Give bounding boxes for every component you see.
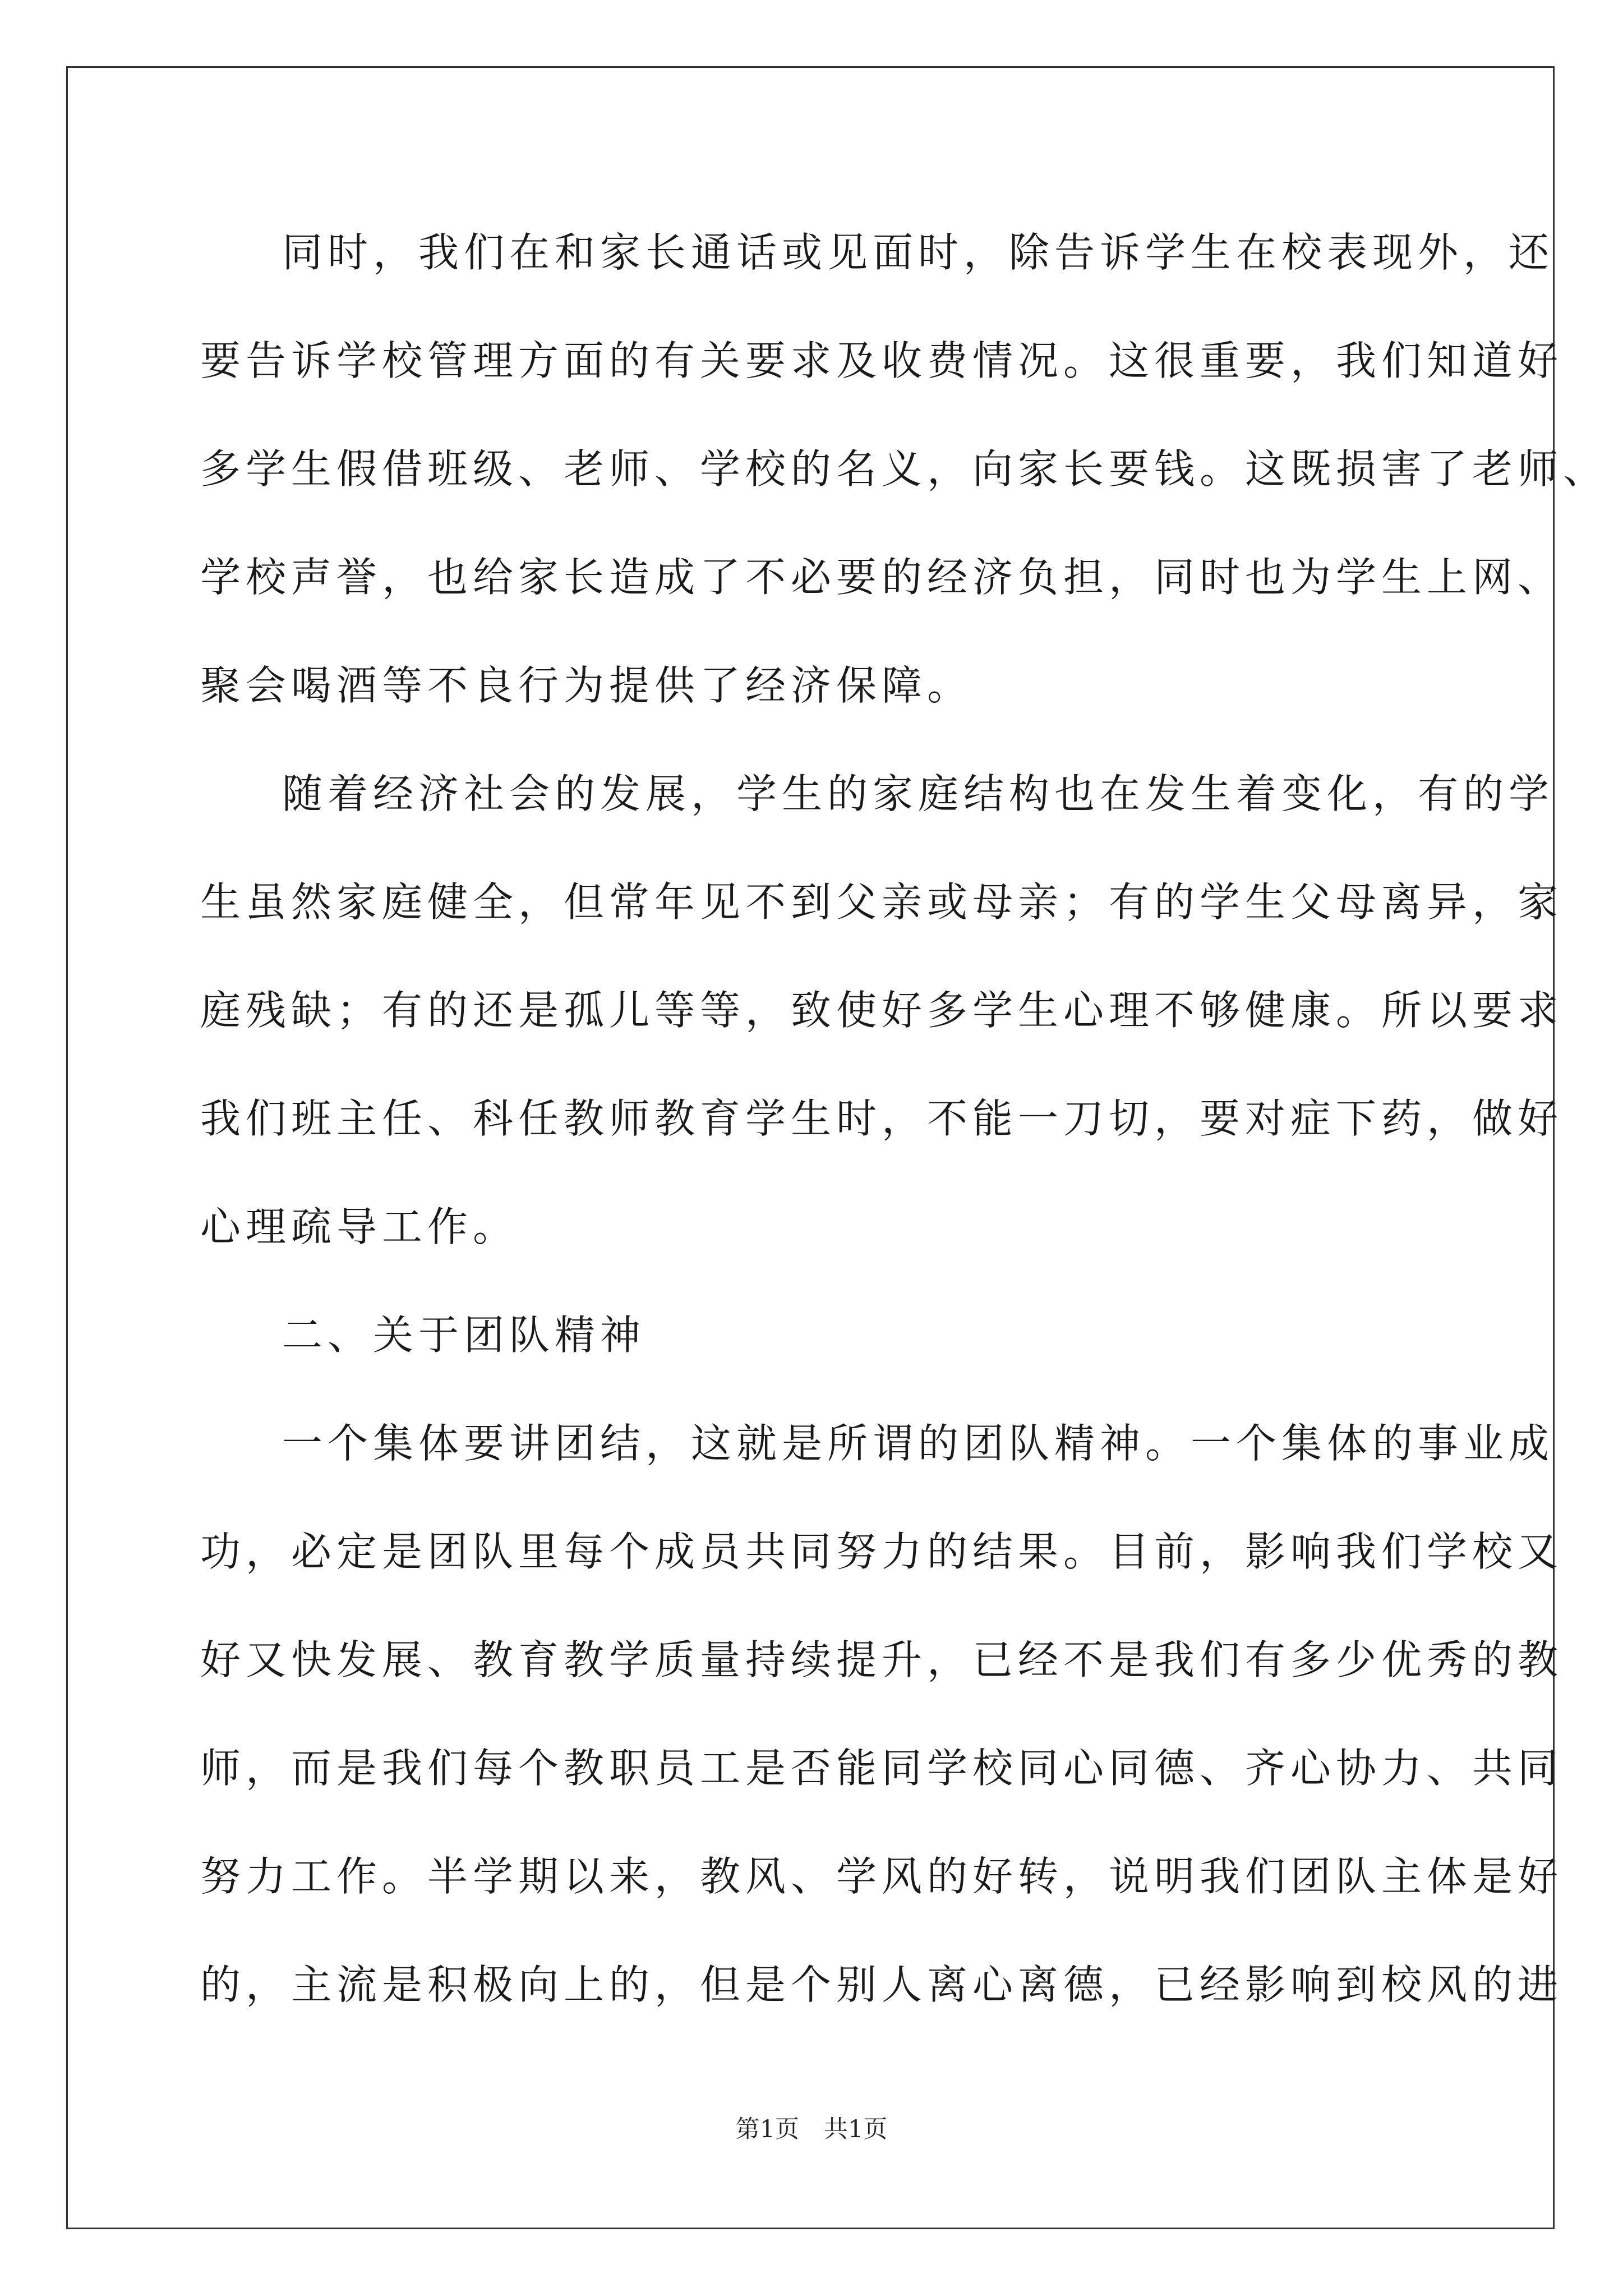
- paragraph-line: 要告诉学校管理方面的有关要求及收费情况。这很重要，我们知道好: [200, 337, 1564, 384]
- paragraph-line: 心理疏导工作。: [200, 1203, 519, 1250]
- paragraph-line: 的，主流是积极向上的，但是个别人离心离德，已经影响到校风的进: [200, 1961, 1564, 2008]
- section-heading: 二、关于团队精神: [282, 1312, 646, 1359]
- paragraph-line: 学校声誉，也给家长造成了不必要的经济负担，同时也为学生上网、: [200, 554, 1564, 601]
- paragraph-line: 师，而是我们每个教职员工是否能同学校同心同德、齐心协力、共同: [200, 1745, 1564, 1792]
- page-number: 第1页: [735, 2115, 799, 2143]
- paragraph-line: 随着经济社会的发展，学生的家庭结构也在发生着变化，有的学: [282, 770, 1555, 817]
- paragraph-line: 好又快发展、教育教学质量持续提升，已经不是我们有多少优秀的教: [200, 1636, 1564, 1683]
- document-body: [200, 214, 1609, 2055]
- paragraph-line: 努力工作。半学期以来，教风、学风的好转，说明我们团队主体是好: [200, 1853, 1564, 1900]
- paragraph-line: 同时，我们在和家长通话或见面时，除告诉学生在校表现外，还: [282, 229, 1555, 276]
- paragraph-line: 庭残缺；有的还是孤儿等等，致使好多学生心理不够健康。所以要求: [200, 987, 1564, 1034]
- paragraph-line: 聚会喝酒等不良行为提供了经济保障。: [200, 662, 973, 709]
- page-footer: [0, 2113, 1623, 2146]
- paragraph-line: 一个集体要讲团结，这就是所谓的团队精神。一个集体的事业成: [282, 1420, 1555, 1467]
- paragraph-line: 多学生假借班级、老师、学校的名义，向家长要钱。这既损害了老师、: [200, 445, 1609, 493]
- paragraph-line: 生虽然家庭健全，但常年见不到父亲或母亲；有的学生父母离异，家: [200, 878, 1564, 926]
- page-total: 共1页: [824, 2115, 888, 2143]
- paragraph-line: 功，必定是团队里每个成员共同努力的结果。目前，影响我们学校又: [200, 1528, 1564, 1575]
- paragraph-line: 我们班主任、科任教师教育学生时，不能一刀切，要对症下药，做好: [200, 1095, 1564, 1142]
